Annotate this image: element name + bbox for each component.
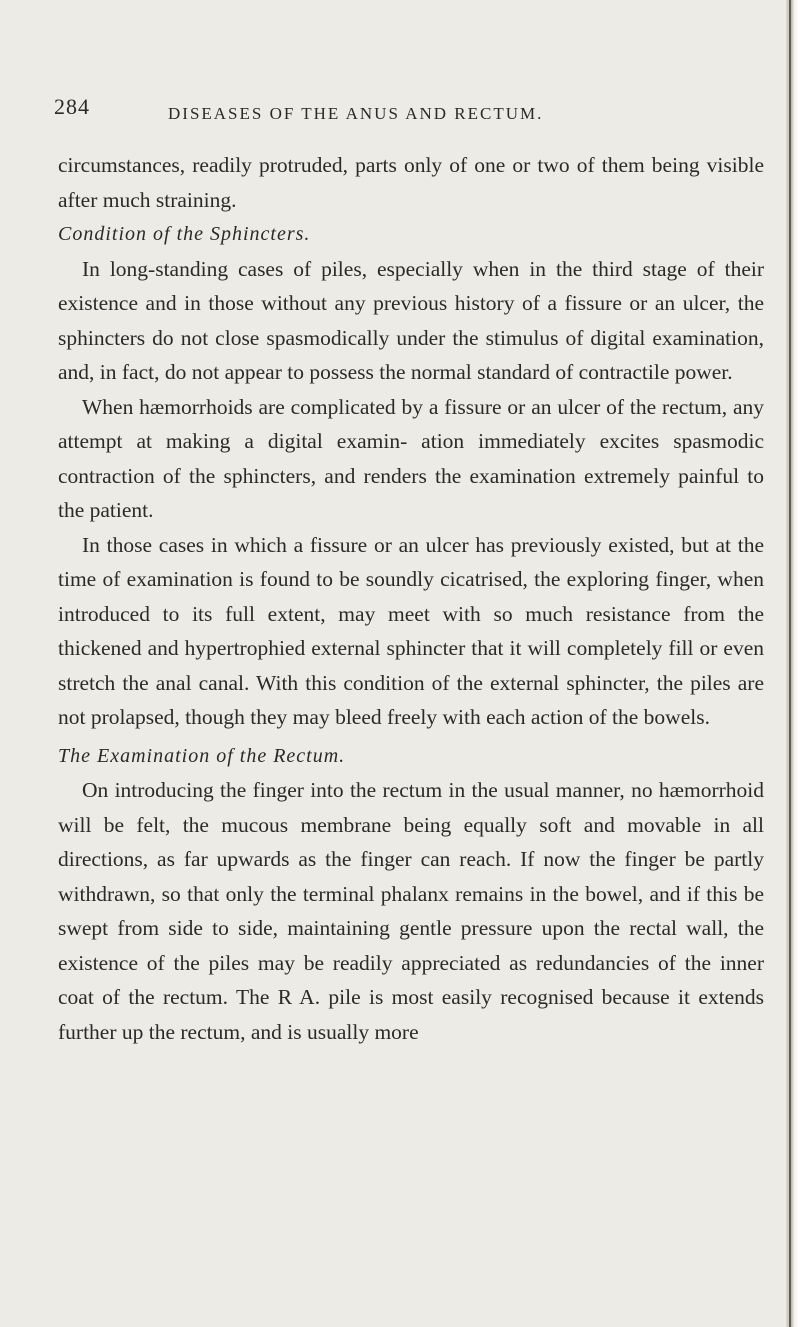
paragraph-continuation: circumstances, readily protruded, parts only of one or two of them being visible after much straining.: [58, 153, 764, 212]
page-edge-line: [789, 0, 791, 1327]
section-heading-sphincters: Condition of the Sphincters.: [58, 223, 311, 245]
page-header: [0, 94, 786, 134]
paragraph: On introducing the finger into the rectum in the usual manner, no hæmorrhoid will be felt, the mucous membrane being equally soft and movable in all directions, as far upwards as the finger can reach. If now the finger be partly withdrawn, so that only the terminal phalanx remains in the bowel, and if this be swept from side to side, maintaining gentle pressure upon the rectal wall, the existence of the piles may be readily appreciated as redundancies of the inner coat of the rectum. The R A. pile is most easily recognised because it extends further up the rectum, and is usually more: [58, 778, 764, 1044]
paragraph: In long-standing cases of piles, especially when in the third stage of their existence and in those without any previous history of a fissure or an ulcer, the sphincters do not close spasmodically under the stimulus of digital examination, and, in fact, do not appear to possess the normal standard of contractile power.: [58, 256, 764, 384]
page-body: [58, 148, 764, 1049]
paragraph: In those cases in which a fissure or an ulcer has previously existed, but at the time of examination is found to be soundly cicatrised, the exploring finger, when introduced to its full extent, may meet with so much resistance from the thickened and hypertrophied external sphincter that it will completely fill or even stretch the anal canal. With this condition of the external sphincter, the piles are not prolapsed, though they may bleed freely with each action of the bowels.: [58, 532, 764, 729]
page-number: 284: [54, 94, 90, 119]
running-head: DISEASES OF THE ANUS AND RECTUM.: [168, 104, 544, 123]
section-heading-examination: The Examination of the Rectum.: [58, 744, 346, 767]
paragraph: When hæmorrhoids are complicated by a fissure or an ulcer of the rectum, any attempt at making a digital examin- ation immediately excites spasmodic contraction of the sphincters, and renders the examination extremely painful to the patient.: [58, 394, 764, 522]
